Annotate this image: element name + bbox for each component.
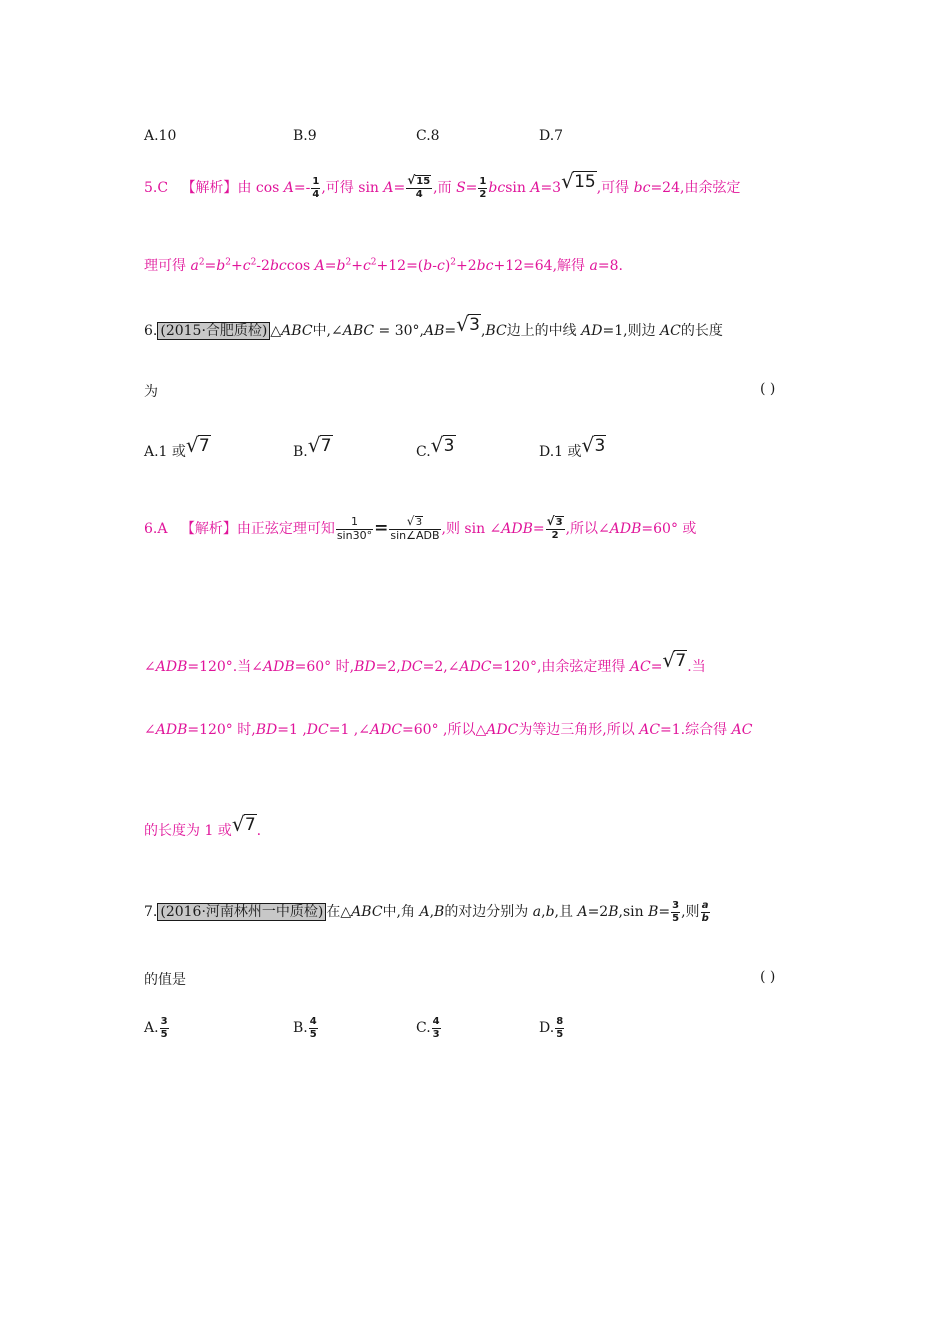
var: a bbox=[589, 258, 598, 274]
q7-option-b bbox=[293, 1016, 319, 1040]
var: a bbox=[190, 258, 199, 274]
numerator: 1 bbox=[350, 515, 358, 528]
answer-parentheses: ( ) bbox=[760, 969, 776, 985]
numerator: 4 bbox=[309, 1016, 317, 1027]
text: = bbox=[324, 258, 337, 274]
var: ADB bbox=[609, 521, 642, 538]
numerator: a bbox=[701, 900, 709, 911]
sup: 2 bbox=[198, 257, 205, 268]
numerator: 1 bbox=[312, 176, 320, 187]
text: =1 , bbox=[277, 722, 307, 738]
solution-6-line-4 bbox=[144, 815, 261, 840]
text: = bbox=[650, 659, 663, 675]
text: ,sin bbox=[618, 904, 649, 920]
sqrt bbox=[308, 436, 333, 456]
text: ,可得 sin bbox=[321, 180, 384, 196]
fraction bbox=[555, 1016, 564, 1040]
text: =120° 时, bbox=[187, 722, 256, 738]
text: =8. bbox=[597, 258, 623, 274]
text: 由正弦定理可知 bbox=[236, 521, 335, 538]
solution-5-line-2 bbox=[144, 255, 623, 275]
fraction bbox=[701, 900, 710, 924]
var: A bbox=[419, 904, 430, 920]
var: b bbox=[545, 904, 555, 920]
text: ,可得 bbox=[596, 180, 634, 196]
q7-option-d bbox=[539, 1016, 565, 1040]
text: , bbox=[480, 323, 486, 339]
solution-number: 6.A bbox=[144, 521, 168, 538]
var: ADB bbox=[155, 722, 188, 738]
var: ADB bbox=[263, 659, 295, 675]
text: 在△ bbox=[326, 904, 352, 920]
sqrt bbox=[186, 436, 211, 456]
sqrt bbox=[431, 436, 456, 456]
var: ABC bbox=[342, 323, 375, 339]
var: c bbox=[362, 258, 371, 274]
sqrt bbox=[662, 651, 687, 671]
fraction bbox=[671, 900, 680, 924]
source-badge: (2015·合肥质检) bbox=[157, 322, 270, 340]
text: 的长度为 1 或 bbox=[144, 823, 232, 839]
q7-option-c bbox=[416, 1016, 442, 1040]
text: = bbox=[204, 258, 217, 274]
analysis-tag: 【解析】 bbox=[180, 521, 237, 538]
sqrt bbox=[407, 176, 431, 188]
var: AC bbox=[639, 722, 661, 738]
solution-number: 5.C bbox=[144, 180, 169, 196]
var: B bbox=[434, 904, 445, 920]
var: bc bbox=[633, 180, 651, 196]
denominator: 4 bbox=[406, 188, 432, 201]
text: ,则 bbox=[681, 904, 700, 920]
sqrt bbox=[407, 517, 423, 529]
text: , bbox=[429, 904, 435, 920]
var: BD bbox=[255, 722, 278, 738]
text: ) bbox=[444, 258, 451, 274]
text: 中,角 bbox=[382, 904, 420, 920]
denominator: sin∠ADB bbox=[390, 528, 440, 542]
text: △ bbox=[270, 323, 282, 339]
text: = 30°, bbox=[374, 323, 424, 339]
option-label: D. bbox=[539, 1020, 555, 1036]
text: 边上的中线 bbox=[506, 323, 582, 339]
var: b bbox=[336, 258, 346, 274]
fraction bbox=[389, 516, 440, 542]
text: - bbox=[432, 258, 437, 274]
denominator: 5 bbox=[309, 1028, 317, 1040]
q4-option-a: A.10 bbox=[144, 128, 177, 144]
option-label: A. bbox=[144, 1020, 159, 1036]
sup: 2 bbox=[450, 257, 457, 268]
q6-option-b bbox=[293, 436, 333, 460]
text: =24,由余弦定 bbox=[650, 180, 741, 196]
text: . bbox=[256, 823, 262, 839]
text: + bbox=[230, 258, 243, 274]
option-label: B. bbox=[293, 1020, 308, 1036]
text: =1,则边 bbox=[602, 323, 661, 339]
var: bc bbox=[269, 258, 287, 274]
analysis-tag: 【解析】 bbox=[181, 180, 238, 196]
fraction bbox=[160, 1016, 169, 1040]
sqrt bbox=[582, 436, 607, 456]
text: ,所以∠ bbox=[565, 521, 610, 538]
fraction bbox=[432, 1016, 441, 1040]
equals-sign: = bbox=[374, 518, 389, 539]
var: a bbox=[532, 904, 542, 920]
denominator: 3 bbox=[432, 1028, 440, 1040]
var: ADC bbox=[459, 659, 492, 675]
numerator: 8 bbox=[556, 1016, 564, 1027]
var: DC bbox=[306, 722, 329, 738]
denominator: 5 bbox=[160, 1028, 168, 1040]
question-number: 6. bbox=[144, 323, 158, 339]
var: ADB bbox=[501, 521, 533, 538]
radicand: 7 bbox=[320, 436, 332, 456]
solution-6-line-2 bbox=[144, 651, 706, 676]
radicand: 3 bbox=[555, 517, 563, 529]
text: =2, bbox=[375, 659, 401, 675]
text: =1 ,∠ bbox=[328, 722, 370, 738]
fraction bbox=[478, 176, 487, 200]
text: = bbox=[444, 323, 457, 339]
var: ABC bbox=[281, 323, 313, 339]
var: ADC bbox=[486, 722, 519, 738]
text: =60° 或 bbox=[641, 521, 697, 538]
text: =1.综合得 bbox=[660, 722, 732, 738]
text: ,而 bbox=[433, 180, 457, 196]
fraction bbox=[406, 176, 432, 200]
var: bc bbox=[488, 180, 506, 196]
denominator: 2 bbox=[546, 529, 565, 542]
denominator: 4 bbox=[312, 188, 320, 200]
var: AC bbox=[629, 659, 651, 675]
numerator: 1 bbox=[479, 176, 487, 187]
radicand: 3 bbox=[443, 436, 455, 456]
text: , bbox=[541, 904, 546, 920]
solution-6-line-1 bbox=[144, 516, 696, 542]
text: +12=( bbox=[376, 258, 424, 274]
fraction bbox=[546, 517, 565, 541]
text: ,则 sin ∠ bbox=[441, 521, 502, 538]
var: A bbox=[383, 180, 394, 196]
sqrt bbox=[561, 172, 597, 192]
q7-option-a bbox=[144, 1016, 170, 1040]
radicand: 7 bbox=[198, 436, 210, 456]
numerator: 3 bbox=[672, 900, 680, 911]
text: cos bbox=[286, 258, 315, 274]
var: AC bbox=[660, 323, 681, 339]
sup: 2 bbox=[345, 257, 352, 268]
text: = bbox=[465, 180, 478, 196]
var: ADB bbox=[155, 659, 188, 675]
question-6-line-2: 为 bbox=[144, 384, 158, 400]
option-label: A.1 或 bbox=[144, 444, 186, 460]
solution-6-line-3 bbox=[144, 719, 752, 739]
text: +12=64,解得 bbox=[493, 258, 590, 274]
option-label: D.1 或 bbox=[539, 444, 582, 460]
var: AB bbox=[424, 323, 445, 339]
var: c bbox=[436, 258, 445, 274]
var: B bbox=[608, 904, 619, 920]
text: ∠ bbox=[144, 722, 156, 738]
var: BC bbox=[485, 323, 507, 339]
var: B bbox=[648, 904, 659, 920]
sqrt bbox=[232, 815, 257, 835]
sqrt bbox=[547, 517, 564, 529]
option-label: C. bbox=[416, 1020, 431, 1036]
question-7-line-1 bbox=[144, 900, 711, 924]
var: b bbox=[423, 258, 433, 274]
var: AD bbox=[581, 323, 603, 339]
radicand: 7 bbox=[244, 815, 256, 835]
radicand: 7 bbox=[675, 651, 687, 671]
text: 中,∠ bbox=[312, 323, 343, 339]
var: DC bbox=[400, 659, 423, 675]
text: =2 bbox=[587, 904, 609, 920]
fraction bbox=[311, 176, 320, 200]
var: BD bbox=[354, 659, 376, 675]
var: ADC bbox=[370, 722, 403, 738]
radicand: 3 bbox=[415, 517, 423, 528]
text: 为等边三角形,所以 bbox=[518, 722, 640, 738]
text: = bbox=[393, 180, 406, 196]
text: = bbox=[658, 904, 671, 920]
text: =60° 时, bbox=[294, 659, 355, 675]
text: 理可得 bbox=[144, 258, 191, 274]
q4-option-b: B.9 bbox=[293, 128, 317, 144]
numerator: 3 bbox=[160, 1016, 168, 1027]
var: bc bbox=[476, 258, 494, 274]
question-6-line-1 bbox=[144, 315, 723, 340]
text: 的长度 bbox=[680, 323, 723, 339]
radicand: 15 bbox=[416, 176, 431, 187]
text: =120°,由余弦定理得 bbox=[491, 659, 630, 675]
text: ,且 bbox=[554, 904, 578, 920]
denominator: sin30° bbox=[336, 528, 373, 542]
sqrt bbox=[456, 315, 481, 335]
q6-option-c bbox=[416, 436, 456, 460]
radicand: 3 bbox=[594, 436, 606, 456]
text: ∠ bbox=[144, 659, 156, 675]
denominator: 5 bbox=[672, 912, 680, 924]
text: =3 bbox=[540, 180, 562, 196]
sup: 2 bbox=[225, 257, 231, 268]
text: .当 bbox=[687, 659, 706, 675]
fraction bbox=[309, 1016, 318, 1040]
text: -2 bbox=[256, 258, 270, 274]
text: =- bbox=[293, 180, 311, 196]
text: =60° ,所以△ bbox=[402, 722, 487, 738]
radicand: 15 bbox=[574, 172, 596, 192]
var: A bbox=[530, 180, 541, 196]
var: A bbox=[283, 180, 294, 196]
var: A bbox=[314, 258, 325, 274]
sup: 2 bbox=[370, 257, 377, 268]
var: ABC bbox=[351, 904, 383, 920]
text: =120°.当∠ bbox=[187, 659, 263, 675]
q6-option-d bbox=[539, 436, 606, 461]
option-label: C. bbox=[416, 444, 431, 460]
q6-option-a bbox=[144, 436, 211, 461]
text: = bbox=[532, 521, 545, 538]
var: A bbox=[577, 904, 588, 920]
text: + bbox=[351, 258, 363, 274]
var: c bbox=[242, 258, 251, 274]
answer-parentheses: ( ) bbox=[760, 381, 776, 397]
source-badge: (2016·河南林州一中质检) bbox=[157, 903, 326, 921]
text: +2 bbox=[456, 258, 477, 274]
radicand: 3 bbox=[469, 315, 480, 335]
denominator: 5 bbox=[556, 1028, 564, 1040]
q4-option-d: D.7 bbox=[539, 128, 564, 144]
denominator: 2 bbox=[479, 188, 487, 200]
var: S bbox=[456, 180, 466, 196]
fraction bbox=[336, 516, 373, 542]
var: b bbox=[216, 258, 226, 274]
text: sin bbox=[505, 180, 531, 196]
denominator: b bbox=[701, 912, 709, 924]
text: =2,∠ bbox=[422, 659, 460, 675]
sup: 2 bbox=[250, 257, 257, 268]
option-label: B. bbox=[293, 444, 308, 460]
numerator: 4 bbox=[432, 1016, 440, 1027]
text: 的对边分别为 bbox=[444, 904, 533, 920]
text: 由 cos bbox=[237, 180, 284, 196]
var: AC bbox=[731, 722, 753, 738]
solution-5-line-1 bbox=[144, 172, 740, 200]
question-number: 7. bbox=[144, 904, 158, 920]
question-7-line-2: 的值是 bbox=[144, 972, 186, 988]
q4-option-c: C.8 bbox=[416, 128, 440, 144]
